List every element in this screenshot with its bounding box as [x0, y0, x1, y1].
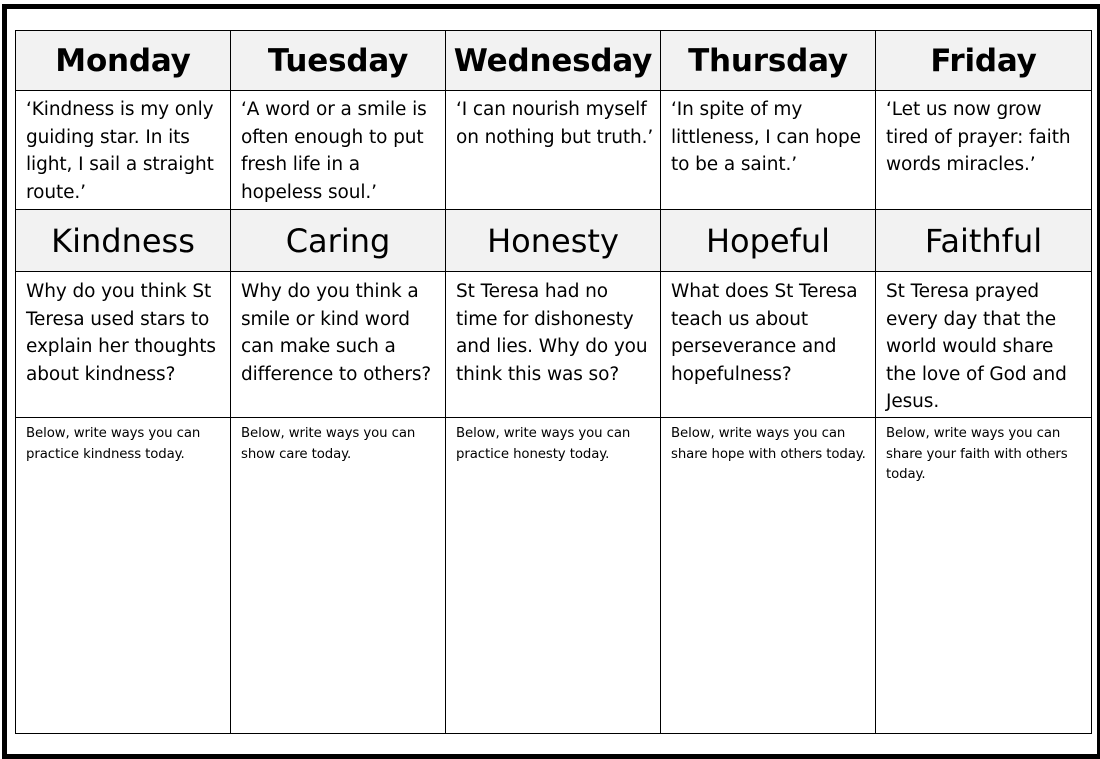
day-cell-thursday: [661, 31, 876, 91]
writing-area-friday[interactable]: [876, 418, 1092, 734]
day-name: Wednesday: [453, 42, 653, 79]
question-cell-friday: [876, 272, 1092, 418]
day-cell-friday: [876, 31, 1092, 91]
day-cell-monday: [16, 31, 231, 91]
writing-area-wednesday[interactable]: [446, 418, 661, 734]
question-text: Why do you think St Teresa used stars to explain her thoughts about kindness?: [26, 281, 216, 385]
worksheet-frame: [2, 4, 1100, 759]
value-name: Honesty: [487, 221, 619, 260]
day-name: Monday: [55, 42, 191, 79]
value-cell-honesty: [446, 210, 661, 272]
quote-cell-friday: [876, 91, 1092, 210]
value-name: Caring: [285, 221, 391, 260]
prompt-text: Below, write ways you can share your faith with others today.: [886, 426, 1068, 482]
quote-cell-tuesday: [231, 91, 446, 210]
value-cell-hopeful: [661, 210, 876, 272]
quote-text: ‘A word or a smile is often enough to put fresh life in a hopeless soul.’: [241, 99, 427, 203]
quote-cell-wednesday: [446, 91, 661, 210]
writing-area-monday[interactable]: [16, 418, 231, 734]
question-text: St Teresa prayed every day that the world would share the love of God and Jesus.: [886, 281, 1067, 412]
value-cell-kindness: [16, 210, 231, 272]
day-cell-tuesday: [231, 31, 446, 91]
question-row: [16, 272, 1092, 418]
value-name: Hopeful: [705, 221, 831, 260]
question-cell-tuesday: [231, 272, 446, 418]
day-name: Friday: [930, 42, 1037, 79]
question-text: St Teresa had no time for dishonesty and lies. Why do you think this was so?: [456, 281, 648, 385]
question-text: What does St Teresa teach us about perseverance and hopefulness?: [671, 281, 858, 385]
day-name: Tuesday: [267, 42, 409, 79]
question-text: Why do you think a smile or kind word can make such a difference to others?: [241, 281, 432, 385]
value-cell-caring: [231, 210, 446, 272]
value-name: Faithful: [924, 221, 1043, 260]
day-name: Thursday: [688, 42, 848, 79]
quote-text: ‘I can nourish myself on nothing but truth.’: [456, 99, 654, 148]
day-cell-wednesday: [446, 31, 661, 91]
weekly-values-table: [15, 30, 1092, 734]
quote-cell-monday: [16, 91, 231, 210]
prompt-text: Below, write ways you can share hope with others today.: [671, 426, 866, 462]
writing-area-tuesday[interactable]: [231, 418, 446, 734]
question-cell-monday: [16, 272, 231, 418]
prompt-text: Below, write ways you can show care today.: [241, 426, 416, 462]
quote-text: ‘In spite of my littleness, I can hope to be a saint.’: [671, 99, 861, 175]
quote-text: ‘Kindness is my only guiding star. In its light, I sail a straight route.’: [26, 99, 214, 203]
question-cell-wednesday: [446, 272, 661, 418]
prompt-text: Below, write ways you can practice kindness today.: [26, 426, 201, 462]
writing-area-thursday[interactable]: [661, 418, 876, 734]
quote-text: ‘Let us now grow tired of prayer: faith words miracles.’: [886, 99, 1071, 175]
value-header-row: [16, 210, 1092, 272]
day-header-row: [16, 31, 1092, 91]
quote-row: [16, 91, 1092, 210]
writing-row: [16, 418, 1092, 734]
value-cell-faithful: [876, 210, 1092, 272]
quote-cell-thursday: [661, 91, 876, 210]
value-name: Kindness: [51, 221, 195, 260]
prompt-text: Below, write ways you can practice honesty today.: [456, 426, 631, 462]
question-cell-thursday: [661, 272, 876, 418]
